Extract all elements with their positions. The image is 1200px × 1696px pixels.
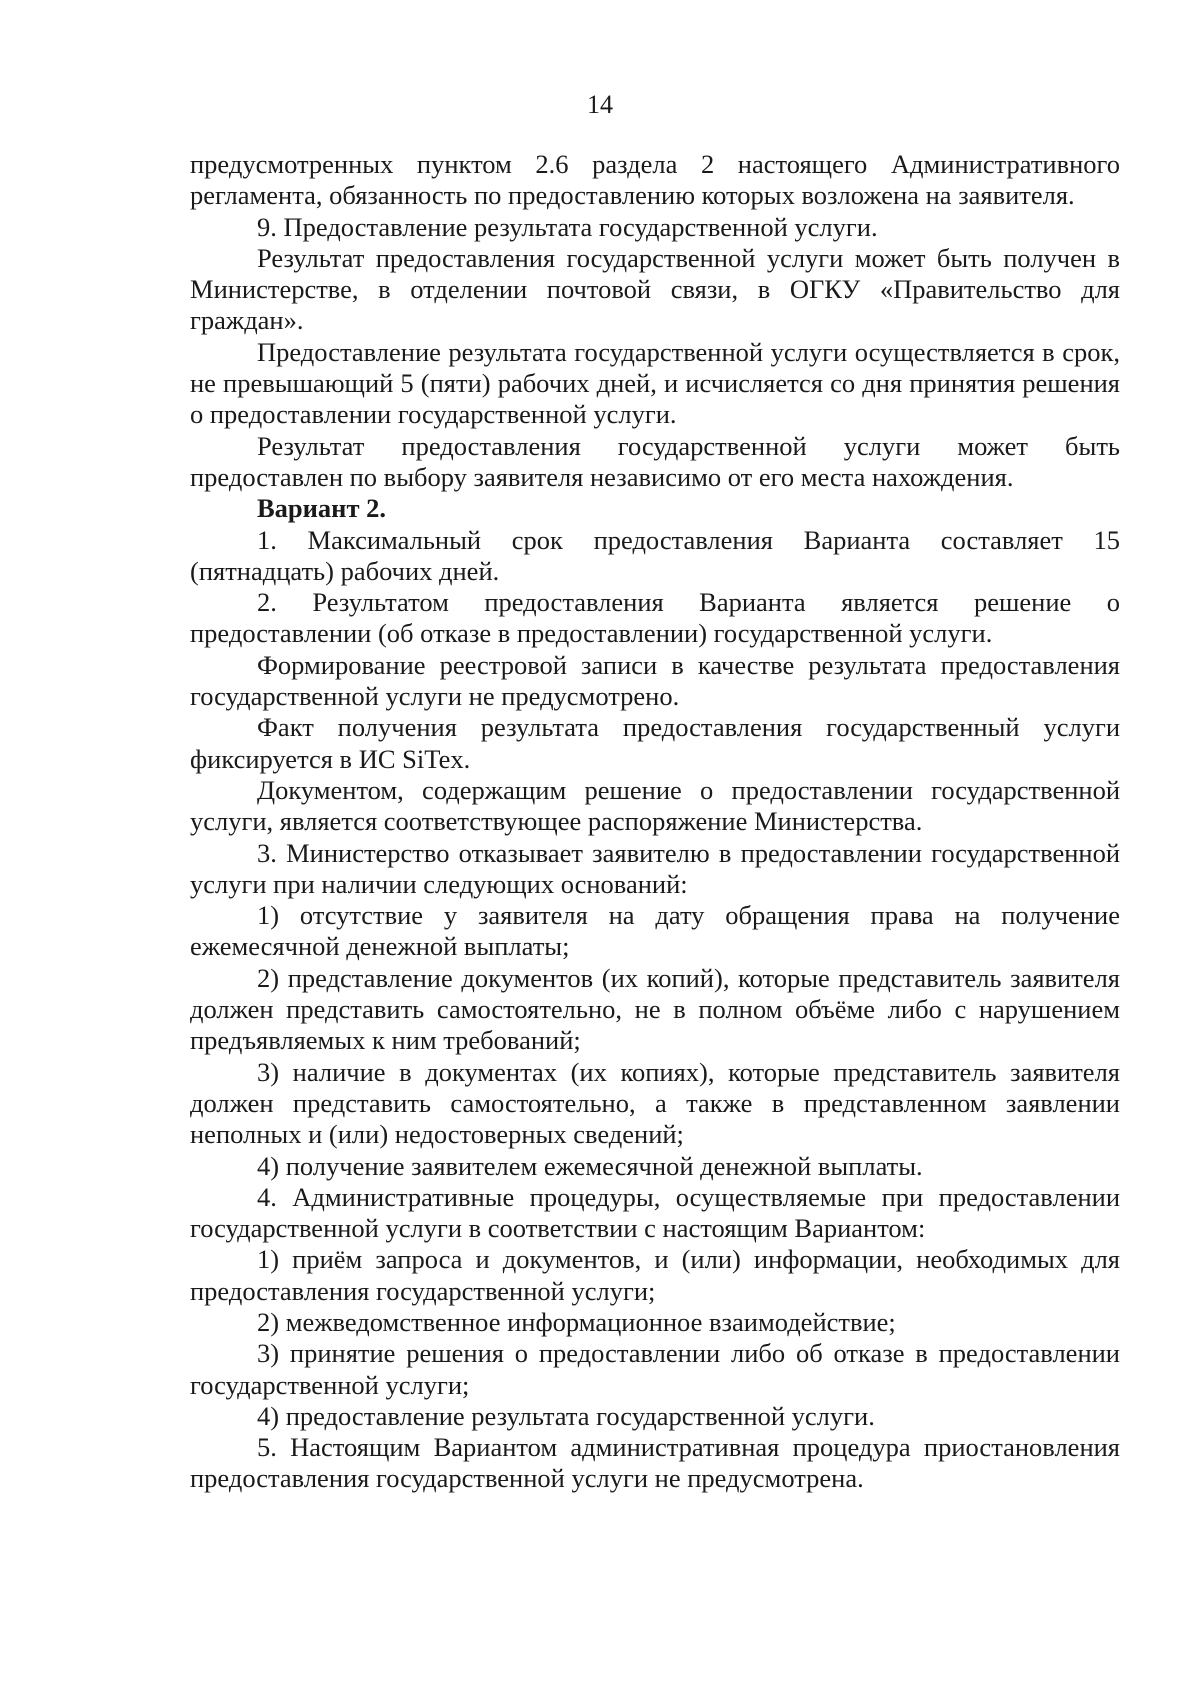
paragraph: 2) межведомственное информационное взаимодействие; <box>257 1306 896 1337</box>
paragraph: 4) получение заявителем ежемесячной денежной выплаты. <box>257 1150 923 1181</box>
paragraph: 9. Предоставление результата государственной услуги. <box>257 211 878 242</box>
paragraph: 2. Результатом предоставления Варианта является решение о предоставлении (об отказе в предоставлении) государственной услуги. <box>190 587 1120 649</box>
paragraph: Документом, содержащим решение о предоставлении государственной услуги, является соответствующее распоряжение Министерства. <box>190 774 1120 837</box>
paragraph: 3) наличие в документах (их копиях), которые представитель заявителя должен представить самостоятельно, а также в представленном заявлении неполных и (или) недостоверных сведений; <box>190 1056 1120 1150</box>
paragraph: 1) приём запроса и документов, и (или) информации, необходимых для предоставления государственной услуги; <box>190 1244 1120 1306</box>
paragraph: 3) принятие решения о предоставлении либо об отказе в предоставлении государственной услуги; <box>190 1338 1120 1400</box>
paragraph: 4) предоставление результата государственной услуги. <box>257 1400 875 1431</box>
paragraph: 2) представление документов (их копий), которые представитель заявителя должен представить самостоятельно, не в полном объёме либо с нарушением предъявляемых к ним требований; <box>190 962 1120 1056</box>
paragraph: Результат предоставления государственной услуги может быть получен в Министерстве, в отделении почтовой связи, в ОГКУ «Правительство для граждан». <box>190 242 1120 336</box>
paragraph: Формирование реестровой записи в качестве результата предоставления государственной услуги не предусмотрено. <box>190 649 1120 712</box>
paragraph: Факт получения результата предоставления государственный услуги фиксируется в ИС SiTex. <box>190 712 1120 774</box>
document-body <box>190 149 1120 1495</box>
page-number: 14 <box>587 90 613 119</box>
paragraph: 3. Министерство отказывает заявителю в предоставлении государственной услуги при наличии следующих оснований: <box>190 837 1120 899</box>
paragraph: 1) отсутствие у заявителя на дату обращения права на получение ежемесячной денежной выплаты; <box>190 900 1120 962</box>
paragraph: предусмотренных пунктом 2.6 раздела 2 настоящего Административного регламента, обязанность по предоставлению которых возложена на заявителя. <box>190 149 1120 211</box>
paragraph: 4. Административные процедуры, осуществляемые при предоставлении государственной услуги в соответствии с настоящим Вариантом: <box>190 1181 1120 1244</box>
paragraph: Предоставление результата государственной услуги осуществляется в срок, не превышающий 5 (пяти) рабочих дней, и исчисляется со дня принятия решения о предоставлении государственной услуги. <box>190 336 1120 430</box>
section-heading: Вариант 2. <box>257 493 386 524</box>
paragraph: 1. Максимальный срок предоставления Варианта составляет 15 (пятнадцать) рабочих дней. <box>190 524 1120 586</box>
paragraph: Результат предоставления государственной услуги может быть предоставлен по выбору заявителя независимо от его места нахождения. <box>190 430 1120 492</box>
paragraph: 5. Настоящим Вариантом административная процедура приостановления предоставления государственной услуги не предусмотрена. <box>190 1432 1120 1494</box>
